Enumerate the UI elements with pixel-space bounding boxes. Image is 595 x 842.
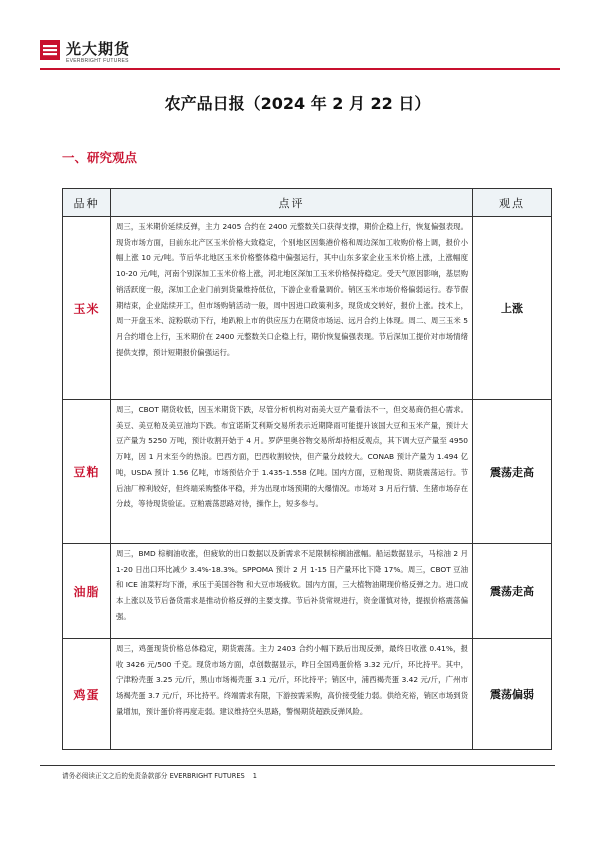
category-cell: 油脂 bbox=[63, 544, 111, 639]
table-header-row bbox=[63, 189, 552, 217]
logo-english-name: EVERBRIGHT FUTURES bbox=[66, 58, 129, 64]
research-view-table bbox=[62, 188, 552, 750]
table-row-eggs bbox=[63, 639, 552, 750]
view-cell: 上涨 bbox=[473, 217, 552, 400]
footer-divider bbox=[40, 765, 555, 766]
category-cell: 豆粕 bbox=[63, 400, 111, 544]
everbright-logo-icon bbox=[40, 40, 60, 60]
view-cell: 震荡走高 bbox=[473, 400, 552, 544]
comment-cell bbox=[111, 544, 473, 639]
section-heading: 一、研究观点 bbox=[62, 150, 138, 165]
table-row-oils bbox=[63, 544, 552, 639]
footer-disclaimer: 请务必阅读正文之后的免责条款部分 EVERBRIGHT FUTURES bbox=[62, 772, 245, 780]
header-view: 观点 bbox=[473, 189, 552, 217]
category-cell: 鸡蛋 bbox=[63, 639, 111, 750]
header-comment: 点评 bbox=[111, 189, 473, 217]
comment-text: 周三，CBOT 期货收低，因玉米期货下跌，尽管分析机构对南美大豆产量看法不一，但交易商仍担心需求。美豆、美豆粕及美豆油均下跌。布宜诺斯艾利斯交易所表示近期降雨可能提升该国大豆和玉米产量，预计大豆产量为 5250 万吨，预计收割开始于 4 月。罗萨里奥谷物交易所却持相反观点，其下调大豆产量至 4950 万吨，因 1 月末至今的热浪。巴西方面，巴西收割较快，但产量分歧较大。CONAB 预计产量为 1.494 亿吨，USDA 预计 1.56 亿吨，市场预估介于 1.435-1.558 亿吨。国内方面，豆粕现货、期货震荡运行。节后油厂榨利较好，但终端采购整体平稳，并为出现市场预期的大爆情况。市场对 3 月后行情、生猪市场存在分歧，等待现货验证。豆粕震荡思路对待，操作上，短多参与。 bbox=[116, 405, 468, 509]
comment-text: 周三，BMD 棕榈油收涨，但疲软的出口数据以及新需求不足限制棕榈油涨幅。船运数据显示，马棕油 2 月 1-20 日出口环比减少 3.4%-18.3%。SPPOMA 预计 2 月 1-15 日产量环比下降 17%。周三，CBOT 豆油和 ICE 油菜籽均下滑，承压于美国谷物 和大豆市场疲软。国内方面，三大植物油期现价格反弹之力。进口成本上涨以及节后备货需求是推动价格反弹的主要支撑。节后补货常规进行，资金谨慎对待，提振价格震荡偏强。 bbox=[116, 549, 468, 621]
comment-text: 周三，玉米期价延续反弹，主力 2405 合约在 2400 元整数关口获得支撑，期价企稳上行，恢复偏强表现。现货市场方面，目前东北产区玉米价格大致稳定，个别地区因集港价格和周边深加工收购价格上调，报价小幅上涨 10 元/吨。节后华北地区玉米价格整体稳中偏强运行，其中山东多家企业玉米价格上涨，上涨幅度 10-20 元/吨，河南个别深加工玉米价格上涨，河北地区深加工玉米价格保持稳定。受天气原因影响，基层购销活跃度一般，深加工企业门前到货量维持低位，下游企业看量调价。销区玉米市场价格偏弱运行。春节假期结束，企业陆续开工，但市场购销活动一般，周中因进口政策利多，现货成交转好，报价上涨。技术上，周一开盘玉米、淀粉联动下行，地趴粮上市的供应压力在期货市场运、远月合约上体现。周二、周三玉米 5 月合约增仓上行，玉米期价在 2400 元整数关口企稳上行，期价恢复偏强表现。节后深加工提价对市场情绪提供支撑，预计短期报价偏强运行。 bbox=[116, 222, 468, 357]
comment-cell bbox=[111, 639, 473, 750]
comment-text: 周三，鸡蛋现货价格总体稳定，期货震荡。主力 2403 合约小幅下跌后出现反弹，最终日收涨 0.41%，报收 3426 元/500 千克。现货市场方面，卓创数据显示，昨日全国鸡蛋价格 3.32 元/斤，环比持平。其中，宁津粉壳蛋 3.25 元/斤，黑山市场褐壳蛋 3.1 元/斤，环比持平；销区中，浦西褐壳蛋 3.42 元/斤，广州市场褐壳蛋 3.7 元/斤，环比持平。终端需求有限，下游按需采购，高价接受能力弱。供给充裕，销区市场到货量增加，预计蛋价将再度走弱。建议维持空头思路，警惕期货超跌反弹风险。 bbox=[116, 644, 468, 716]
report-title: 农产品日报（2024 年 2 月 22 日） bbox=[164, 94, 431, 113]
view-cell: 震荡走高 bbox=[473, 544, 552, 639]
header-divider bbox=[40, 68, 560, 70]
header-category: 品种 bbox=[63, 189, 111, 217]
footer bbox=[62, 770, 257, 780]
page-number: 1 bbox=[252, 772, 257, 780]
comment-cell bbox=[111, 217, 473, 400]
logo-chinese-name: 光大期货 bbox=[66, 40, 131, 58]
table-row-corn bbox=[63, 217, 552, 400]
table-row-soymeal bbox=[63, 400, 552, 544]
category-cell: 玉米 bbox=[63, 217, 111, 400]
comment-cell bbox=[111, 400, 473, 544]
view-cell: 震荡偏弱 bbox=[473, 639, 552, 750]
company-logo bbox=[40, 38, 180, 68]
